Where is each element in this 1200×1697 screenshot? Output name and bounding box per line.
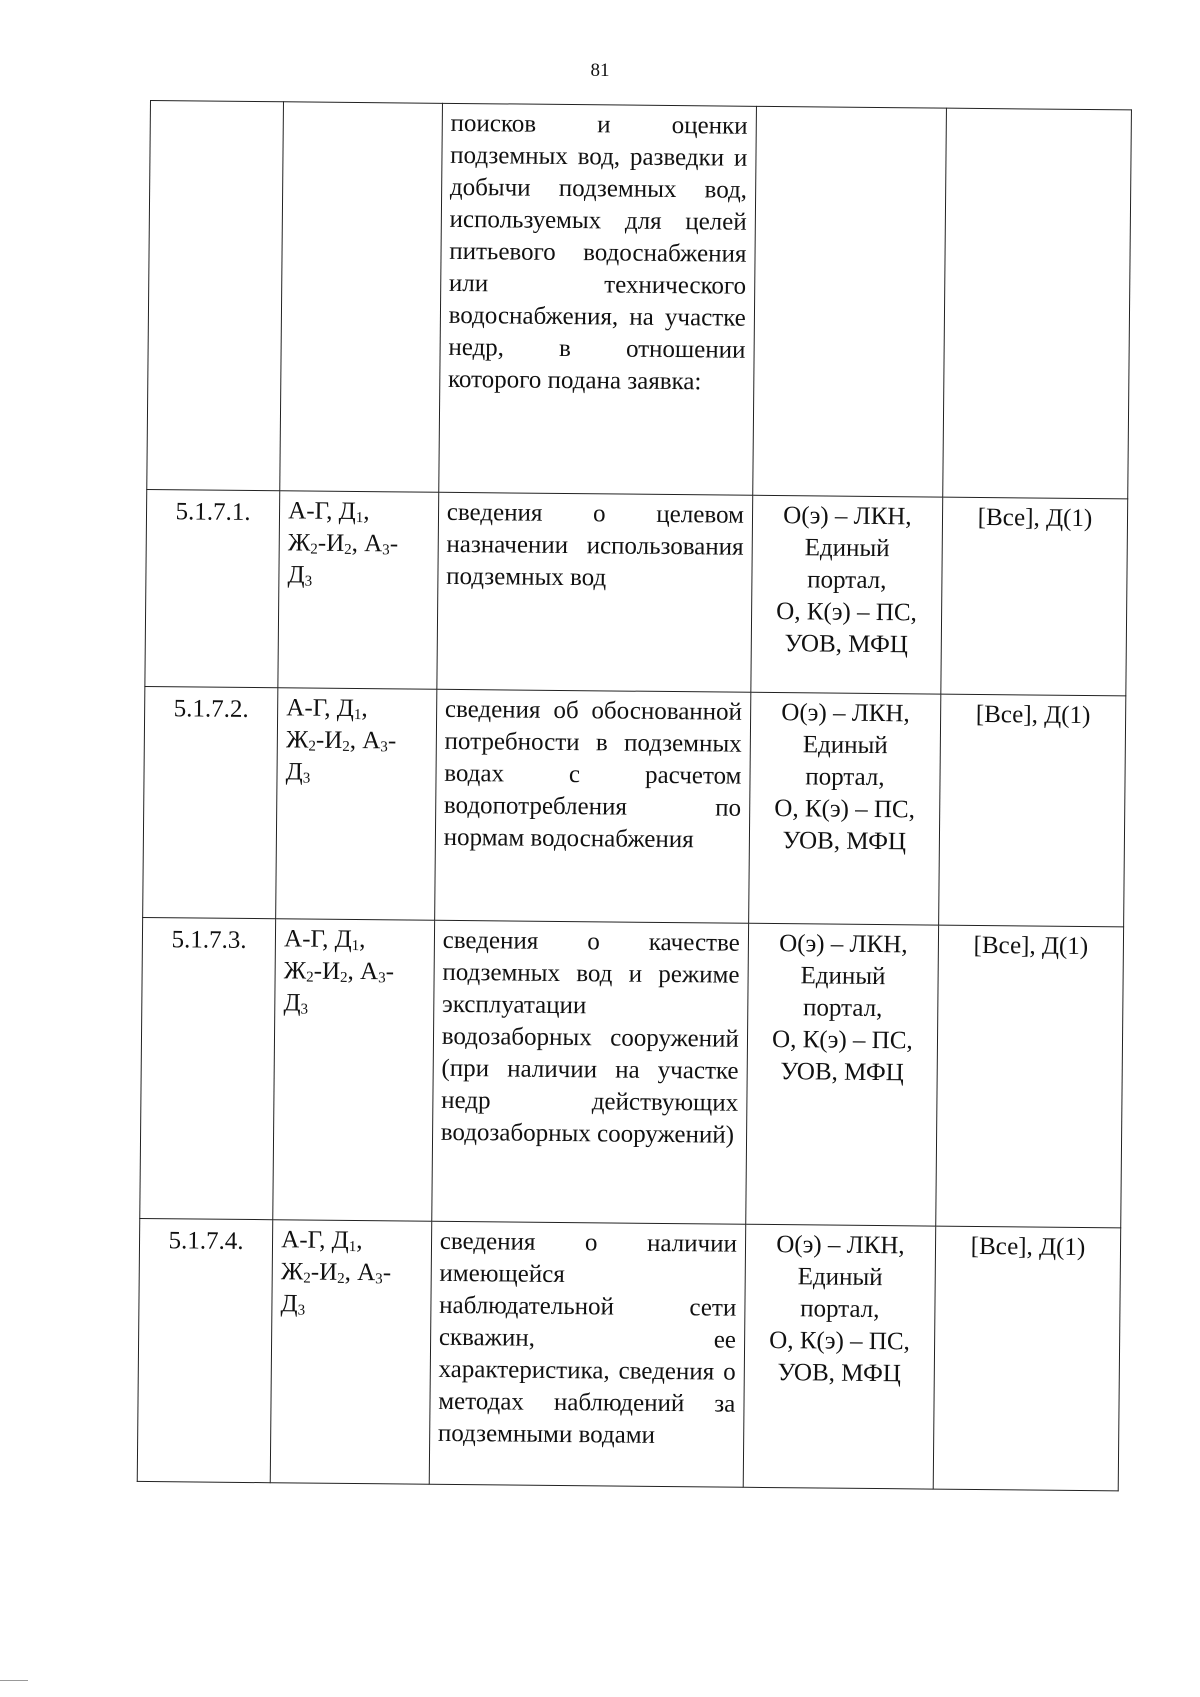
- applicant-codes: А-Г, $Д_1$, $Ж_2-И_2$, $А_3-$ $Д_3$: [276, 688, 437, 921]
- submission-channels: О(э) – ЛКН, Единый портал, О, К(э) – ПС, УОВ, МФЦ: [751, 495, 943, 694]
- applicability: [Все], Д(1): [936, 925, 1124, 1228]
- applicant-codes: А-Г, $Д_1$, $Ж_2-И_2$, $А_3-$ $Д_3$: [278, 491, 438, 690]
- item-number: 5.1.7.3.: [140, 917, 276, 1219]
- table-row: [140, 917, 1124, 1227]
- item-description: сведения о наличии имеющейся наблюдательной сети скважин, ее характеристика, сведения о методах наблюдений за подземными водами: [429, 1221, 746, 1487]
- submission-channels: О(э) – ЛКН, Единый портал, О, К(э) – ПС, УОВ, МФЦ: [746, 923, 939, 1226]
- applicant-codes: А-Г, $Д_1$, $Ж_2-И_2$, $А_3-$ $Д_3$: [273, 919, 434, 1222]
- item-number: 5.1.7.1.: [145, 489, 280, 687]
- page-number: 81: [590, 60, 610, 81]
- applicability: [Все], Д(1): [941, 497, 1128, 696]
- requirements-table: [137, 100, 1132, 1491]
- table-row-continuation: [147, 101, 1132, 499]
- item-description: сведения об обоснованной потребности в подземных водах с расчетом водопотребления по нормам водоснабжения: [434, 689, 750, 923]
- number-cell: [147, 101, 284, 491]
- applicability: [Все], Д(1): [939, 694, 1126, 927]
- description-cell: поисков и оценки подземных вод, разведки и добычи подземных вод, используемых для целей питьевого водоснабжения или технического водоснабжения, на участке недр, в отношении которого подана заявка:: [438, 103, 756, 495]
- applicability: [Все], Д(1): [933, 1226, 1121, 1491]
- item-number: 5.1.7.4.: [137, 1218, 273, 1482]
- item-description: сведения о качестве подземных вод и режиме эксплуатации водозаборных сооружений (при наличии на участке недр действующих водозаборных сооружений): [431, 920, 748, 1224]
- item-number: 5.1.7.2.: [143, 686, 278, 918]
- submission-channels: О(э) – ЛКН, Единый портал, О, К(э) – ПС, УОВ, МФЦ: [743, 1224, 936, 1489]
- code-cell: [280, 102, 442, 493]
- applicant-codes: А-Г, $Д_1$, $Ж_2-И_2$, $А_3-$ $Д_3$: [270, 1220, 431, 1485]
- scan-margin-mark: [0, 1680, 28, 1681]
- submission-channels: О(э) – ЛКН, Единый портал, О, К(э) – ПС, УОВ, МФЦ: [748, 692, 940, 925]
- table-row: [143, 686, 1126, 926]
- item-description: сведения о целевом назначении использования подземных вод: [437, 492, 753, 692]
- where-cell: [753, 106, 947, 497]
- table-row: [137, 1218, 1120, 1490]
- who-cell: [943, 108, 1132, 499]
- table-row: [145, 489, 1128, 695]
